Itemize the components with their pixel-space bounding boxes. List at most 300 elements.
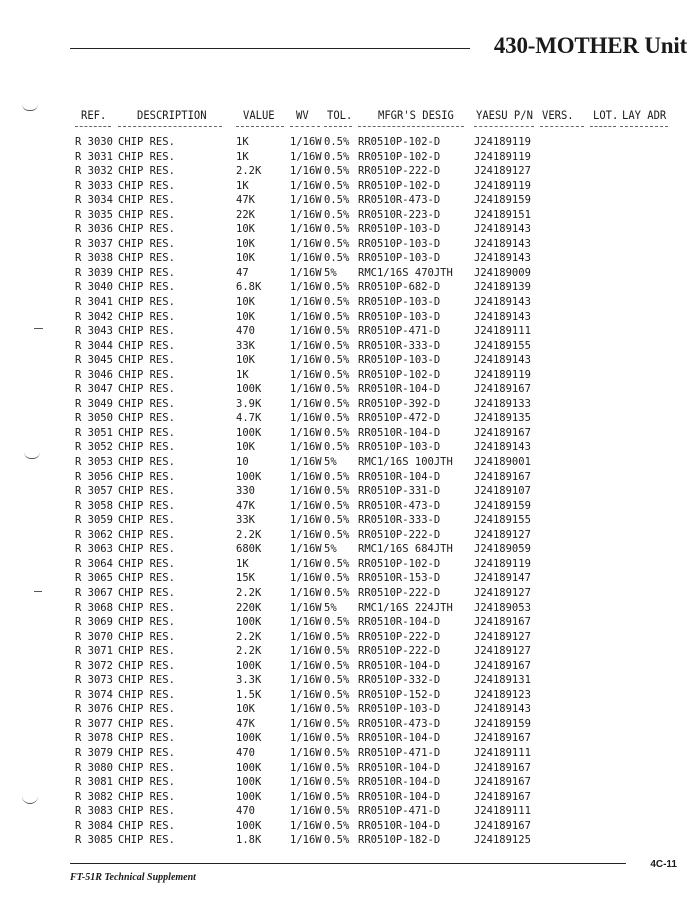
cell-wv: 1/16W <box>290 543 322 556</box>
cell-val: 1K <box>236 179 249 192</box>
cell-tol: 0.5% <box>324 630 350 643</box>
cell-ref: R 3043 <box>75 325 113 338</box>
cell-wv: 1/16W <box>290 296 322 309</box>
cell-wv: 1/16W <box>290 674 322 687</box>
cell-val: 100K <box>236 659 262 672</box>
cell-wv: 1/16W <box>290 252 322 265</box>
cell-tol: 0.5% <box>324 237 350 250</box>
cell-tol: 0.5% <box>324 485 350 498</box>
cell-desc: CHIP RES. <box>118 339 175 352</box>
table-row <box>0 339 695 354</box>
cell-val: 100K <box>236 761 262 774</box>
cell-desc: CHIP RES. <box>118 237 175 250</box>
cell-ref: R 3071 <box>75 645 113 658</box>
cell-ref: R 3077 <box>75 717 113 730</box>
table-row <box>0 528 695 543</box>
cell-wv: 1/16W <box>290 281 322 294</box>
cell-val: 2.2K <box>236 528 262 541</box>
cell-tol: 5% <box>324 266 337 279</box>
cell-yaesu: J24189119 <box>474 368 531 381</box>
cell-ref: R 3049 <box>75 397 113 410</box>
table-row <box>0 804 695 819</box>
cell-desc: CHIP RES. <box>118 659 175 672</box>
cell-tol: 0.5% <box>324 586 350 599</box>
cell-wv: 1/16W <box>290 426 322 439</box>
cell-ref: R 3084 <box>75 819 113 832</box>
cell-mfg: RR0510R-104-D <box>358 776 441 789</box>
cell-desc: CHIP RES. <box>118 456 175 469</box>
cell-tol: 0.5% <box>324 150 350 163</box>
cell-val: 100K <box>236 616 262 629</box>
cell-desc: CHIP RES. <box>118 426 175 439</box>
cell-tol: 0.5% <box>324 136 350 148</box>
cell-val: 1K <box>236 150 249 163</box>
cell-wv: 1/16W <box>290 397 322 410</box>
cell-wv: 1/16W <box>290 441 322 454</box>
column-header-description: DESCRIPTION <box>137 109 207 123</box>
cell-tol: 0.5% <box>324 732 350 745</box>
cell-tol: 0.5% <box>324 674 350 687</box>
column-header-wv: WV <box>296 109 309 123</box>
cell-ref: R 3046 <box>75 368 113 381</box>
cell-ref: R 3034 <box>75 194 113 207</box>
cell-val: 4.7K <box>236 412 262 425</box>
cell-desc: CHIP RES. <box>118 310 175 323</box>
cell-yaesu: J24189143 <box>474 310 531 323</box>
cell-wv: 1/16W <box>290 266 322 279</box>
cell-desc: CHIP RES. <box>118 412 175 425</box>
cell-mfg: RR0510R-473-D <box>358 499 441 512</box>
cell-mfg: RR0510P-182-D <box>358 834 441 847</box>
cell-yaesu: J24189159 <box>474 499 531 512</box>
cell-mfg: RR0510R-223-D <box>358 208 441 221</box>
cell-mfg: RR0510P-471-D <box>358 325 441 338</box>
cell-val: 2.2K <box>236 630 262 643</box>
cell-wv: 1/16W <box>290 834 322 847</box>
cell-mfg: RR0510P-392-D <box>358 397 441 410</box>
cell-desc: CHIP RES. <box>118 296 175 309</box>
cell-ref: R 3082 <box>75 790 113 803</box>
cell-yaesu: J24189053 <box>474 601 531 614</box>
cell-tol: 0.5% <box>324 426 350 439</box>
cell-yaesu: J24189167 <box>474 659 531 672</box>
cell-mfg: RMC1/16S 684JTH <box>358 543 453 556</box>
cell-yaesu: J24189131 <box>474 674 531 687</box>
cell-tol: 0.5% <box>324 819 350 832</box>
cell-desc: CHIP RES. <box>118 717 175 730</box>
cell-ref: R 3079 <box>75 746 113 759</box>
cell-mfg: RR0510R-333-D <box>358 514 441 527</box>
cell-wv: 1/16W <box>290 703 322 716</box>
table-row <box>0 761 695 776</box>
cell-ref: R 3081 <box>75 776 113 789</box>
cell-desc: CHIP RES. <box>118 397 175 410</box>
table-row <box>0 150 695 165</box>
cell-val: 3.3K <box>236 674 262 687</box>
cell-desc: CHIP RES. <box>118 732 175 745</box>
cell-wv: 1/16W <box>290 761 322 774</box>
cell-yaesu: J24189127 <box>474 645 531 658</box>
cell-ref: R 3035 <box>75 208 113 221</box>
cell-tol: 0.5% <box>324 281 350 294</box>
cell-val: 10K <box>236 354 255 367</box>
cell-yaesu: J24189143 <box>474 441 531 454</box>
cell-tol: 0.5% <box>324 354 350 367</box>
cell-yaesu: J24189111 <box>474 746 531 759</box>
cell-ref: R 3065 <box>75 572 113 585</box>
cell-val: 10K <box>236 296 255 309</box>
cell-yaesu: J24189167 <box>474 426 531 439</box>
cell-tol: 0.5% <box>324 383 350 396</box>
cell-mfg: RR0510P-471-D <box>358 805 441 818</box>
table-row <box>0 833 695 848</box>
cell-wv: 1/16W <box>290 150 322 163</box>
cell-val: 220K <box>236 601 262 614</box>
cell-yaesu: J24189133 <box>474 397 531 410</box>
table-header <box>0 109 695 124</box>
cell-desc: CHIP RES. <box>118 645 175 658</box>
cell-yaesu: J24189001 <box>474 456 531 469</box>
cell-ref: R 3039 <box>75 266 113 279</box>
cell-ref: R 3037 <box>75 237 113 250</box>
cell-tol: 0.5% <box>324 165 350 178</box>
cell-val: 22K <box>236 208 255 221</box>
cell-val: 2.2K <box>236 586 262 599</box>
cell-yaesu: J24189167 <box>474 732 531 745</box>
cell-tol: 0.5% <box>324 746 350 759</box>
cell-desc: CHIP RES. <box>118 514 175 527</box>
page-number: 4C-11 <box>650 859 677 870</box>
cell-mfg: RR0510R-333-D <box>358 339 441 352</box>
cell-mfg: RR0510P-222-D <box>358 165 441 178</box>
cell-yaesu: J24189135 <box>474 412 531 425</box>
cell-wv: 1/16W <box>290 179 322 192</box>
cell-yaesu: J24189123 <box>474 688 531 701</box>
table-row <box>0 222 695 237</box>
cell-mfg: RR0510R-104-D <box>358 383 441 396</box>
cell-yaesu: J24189147 <box>474 572 531 585</box>
table-row <box>0 702 695 717</box>
cell-tol: 0.5% <box>324 761 350 774</box>
cell-ref: R 3044 <box>75 339 113 352</box>
cell-yaesu: J24189155 <box>474 514 531 527</box>
cell-tol: 0.5% <box>324 223 350 236</box>
cell-tol: 0.5% <box>324 688 350 701</box>
cell-yaesu: J24189143 <box>474 223 531 236</box>
cell-desc: CHIP RES. <box>118 616 175 629</box>
table-row <box>0 615 695 630</box>
cell-mfg: RR0510P-102-D <box>358 368 441 381</box>
cell-wv: 1/16W <box>290 659 322 672</box>
cell-val: 100K <box>236 790 262 803</box>
cell-yaesu: J24189119 <box>474 136 531 148</box>
cell-val: 470 <box>236 325 255 338</box>
cell-mfg: RR0510R-104-D <box>358 819 441 832</box>
table-row <box>0 368 695 383</box>
cell-tol: 0.5% <box>324 805 350 818</box>
cell-tol: 5% <box>324 543 337 556</box>
cell-yaesu: J24189119 <box>474 557 531 570</box>
cell-desc: CHIP RES. <box>118 354 175 367</box>
cell-yaesu: J24189139 <box>474 281 531 294</box>
cell-yaesu: J24189059 <box>474 543 531 556</box>
cell-desc: CHIP RES. <box>118 470 175 483</box>
cell-tol: 0.5% <box>324 616 350 629</box>
column-header-ref: REF. <box>81 109 107 123</box>
cell-mfg: RR0510P-222-D <box>358 630 441 643</box>
cell-tol: 5% <box>324 456 337 469</box>
header-underline <box>0 124 695 130</box>
cell-desc: CHIP RES. <box>118 630 175 643</box>
cell-wv: 1/16W <box>290 688 322 701</box>
cell-mfg: RR0510R-104-D <box>358 659 441 672</box>
cell-mfg: RR0510R-104-D <box>358 470 441 483</box>
cell-yaesu: J24189159 <box>474 194 531 207</box>
cell-tol: 0.5% <box>324 296 350 309</box>
parts-table-body <box>0 135 695 848</box>
cell-val: 1.8K <box>236 834 262 847</box>
cell-val: 47K <box>236 194 255 207</box>
cell-mfg: RR0510P-103-D <box>358 296 441 309</box>
cell-ref: R 3030 <box>75 136 113 148</box>
cell-val: 470 <box>236 805 255 818</box>
table-row <box>0 775 695 790</box>
cell-yaesu: J24189127 <box>474 586 531 599</box>
table-row <box>0 586 695 601</box>
cell-desc: CHIP RES. <box>118 179 175 192</box>
cell-val: 47K <box>236 717 255 730</box>
cell-val: 1.5K <box>236 688 262 701</box>
cell-val: 100K <box>236 470 262 483</box>
cell-val: 10K <box>236 441 255 454</box>
cell-mfg: RR0510P-103-D <box>358 354 441 367</box>
cell-desc: CHIP RES. <box>118 572 175 585</box>
cell-ref: R 3083 <box>75 805 113 818</box>
cell-tol: 0.5% <box>324 397 350 410</box>
cell-tol: 0.5% <box>324 208 350 221</box>
cell-yaesu: J24189143 <box>474 237 531 250</box>
cell-ref: R 3045 <box>75 354 113 367</box>
cell-desc: CHIP RES. <box>118 819 175 832</box>
cell-tol: 0.5% <box>324 834 350 847</box>
table-row <box>0 397 695 412</box>
footer-publication: FT-51R Technical Supplement <box>70 872 196 883</box>
cell-wv: 1/16W <box>290 325 322 338</box>
column-header-tol: TOL. <box>327 109 353 123</box>
table-row <box>0 237 695 252</box>
cell-tol: 0.5% <box>324 194 350 207</box>
cell-val: 33K <box>236 514 255 527</box>
cell-desc: CHIP RES. <box>118 746 175 759</box>
cell-yaesu: J24189167 <box>474 383 531 396</box>
cell-desc: CHIP RES. <box>118 150 175 163</box>
cell-desc: CHIP RES. <box>118 601 175 614</box>
cell-tol: 0.5% <box>324 179 350 192</box>
table-row <box>0 208 695 223</box>
cell-wv: 1/16W <box>290 368 322 381</box>
cell-yaesu: J24189167 <box>474 790 531 803</box>
cell-mfg: RR0510P-103-D <box>358 703 441 716</box>
cell-ref: R 3040 <box>75 281 113 294</box>
cell-val: 47K <box>236 499 255 512</box>
cell-ref: R 3053 <box>75 456 113 469</box>
cell-yaesu: J24189127 <box>474 630 531 643</box>
cell-tol: 0.5% <box>324 339 350 352</box>
cell-wv: 1/16W <box>290 237 322 250</box>
cell-wv: 1/16W <box>290 514 322 527</box>
cell-tol: 0.5% <box>324 528 350 541</box>
cell-tol: 0.5% <box>324 252 350 265</box>
cell-desc: CHIP RES. <box>118 499 175 512</box>
cell-ref: R 3041 <box>75 296 113 309</box>
cell-val: 47 <box>236 266 249 279</box>
cell-val: 2.2K <box>236 165 262 178</box>
cell-yaesu: J24189143 <box>474 703 531 716</box>
cell-mfg: RR0510P-682-D <box>358 281 441 294</box>
cell-mfg: RR0510P-102-D <box>358 136 441 148</box>
table-row <box>0 499 695 514</box>
cell-ref: R 3073 <box>75 674 113 687</box>
cell-val: 100K <box>236 776 262 789</box>
cell-val: 1K <box>236 557 249 570</box>
table-row <box>0 324 695 339</box>
cell-mfg: RR0510R-473-D <box>358 717 441 730</box>
cell-wv: 1/16W <box>290 310 322 323</box>
cell-ref: R 3072 <box>75 659 113 672</box>
cell-ref: R 3047 <box>75 383 113 396</box>
column-header-lay-adr: LAY ADR <box>622 109 667 123</box>
cell-mfg: RR0510R-104-D <box>358 426 441 439</box>
column-header-yaesu-pn: YAESU P/N <box>476 109 533 123</box>
table-row <box>0 557 695 572</box>
cell-wv: 1/16W <box>290 194 322 207</box>
cell-mfg: RMC1/16S 470JTH <box>358 266 453 279</box>
cell-wv: 1/16W <box>290 805 322 818</box>
cell-tol: 0.5% <box>324 790 350 803</box>
cell-ref: R 3051 <box>75 426 113 439</box>
cell-val: 10K <box>236 223 255 236</box>
cell-val: 100K <box>236 383 262 396</box>
column-header-value: VALUE <box>243 109 275 123</box>
cell-yaesu: J24189111 <box>474 805 531 818</box>
cell-val: 330 <box>236 485 255 498</box>
cell-tol: 0.5% <box>324 776 350 789</box>
table-row <box>0 179 695 194</box>
cell-desc: CHIP RES. <box>118 586 175 599</box>
table-row <box>0 513 695 528</box>
cell-wv: 1/16W <box>290 456 322 469</box>
cell-ref: R 3067 <box>75 586 113 599</box>
cell-yaesu: J24189127 <box>474 528 531 541</box>
cell-yaesu: J24189143 <box>474 296 531 309</box>
cell-tol: 0.5% <box>324 325 350 338</box>
table-row <box>0 542 695 557</box>
cell-yaesu: J24189155 <box>474 339 531 352</box>
cell-desc: CHIP RES. <box>118 194 175 207</box>
table-row <box>0 673 695 688</box>
cell-mfg: RR0510P-102-D <box>358 150 441 163</box>
cell-yaesu: J24189151 <box>474 208 531 221</box>
cell-val: 10K <box>236 703 255 716</box>
cell-mfg: RR0510P-152-D <box>358 688 441 701</box>
cell-desc: CHIP RES. <box>118 281 175 294</box>
cell-desc: CHIP RES. <box>118 208 175 221</box>
cell-mfg: RR0510P-102-D <box>358 557 441 570</box>
cell-mfg: RR0510P-472-D <box>358 412 441 425</box>
cell-ref: R 3057 <box>75 485 113 498</box>
cell-tol: 0.5% <box>324 659 350 672</box>
cell-ref: R 3056 <box>75 470 113 483</box>
cell-mfg: RMC1/16S 100JTH <box>358 456 453 469</box>
cell-val: 470 <box>236 746 255 759</box>
table-row <box>0 717 695 732</box>
cell-desc: CHIP RES. <box>118 441 175 454</box>
cell-wv: 1/16W <box>290 586 322 599</box>
table-row <box>0 135 695 150</box>
table-row <box>0 251 695 266</box>
cell-mfg: RR0510P-103-D <box>358 310 441 323</box>
cell-desc: CHIP RES. <box>118 557 175 570</box>
cell-wv: 1/16W <box>290 354 322 367</box>
cell-tol: 0.5% <box>324 717 350 730</box>
cell-wv: 1/16W <box>290 383 322 396</box>
cell-wv: 1/16W <box>290 485 322 498</box>
cell-wv: 1/16W <box>290 732 322 745</box>
cell-tol: 0.5% <box>324 470 350 483</box>
cell-mfg: RR0510P-103-D <box>358 441 441 454</box>
cell-wv: 1/16W <box>290 819 322 832</box>
cell-tol: 0.5% <box>324 557 350 570</box>
cell-yaesu: J24189107 <box>474 485 531 498</box>
cell-tol: 0.5% <box>324 310 350 323</box>
cell-mfg: RR0510P-103-D <box>358 252 441 265</box>
cell-desc: CHIP RES. <box>118 165 175 178</box>
table-row <box>0 484 695 499</box>
cell-desc: CHIP RES. <box>118 761 175 774</box>
cell-ref: R 3063 <box>75 543 113 556</box>
cell-mfg: RR0510P-102-D <box>358 179 441 192</box>
cell-ref: R 3050 <box>75 412 113 425</box>
cell-yaesu: J24189167 <box>474 776 531 789</box>
footer-rule <box>70 863 626 864</box>
cell-mfg: RR0510R-153-D <box>358 572 441 585</box>
cell-yaesu: J24189009 <box>474 266 531 279</box>
cell-yaesu: J24189119 <box>474 150 531 163</box>
cell-val: 10K <box>236 237 255 250</box>
cell-wv: 1/16W <box>290 528 322 541</box>
cell-mfg: RR0510P-222-D <box>358 528 441 541</box>
cell-ref: R 3076 <box>75 703 113 716</box>
table-row <box>0 426 695 441</box>
cell-ref: R 3038 <box>75 252 113 265</box>
table-row <box>0 819 695 834</box>
cell-mfg: RR0510P-222-D <box>358 586 441 599</box>
cell-yaesu: J24189159 <box>474 717 531 730</box>
cell-ref: R 3059 <box>75 514 113 527</box>
cell-yaesu: J24189167 <box>474 761 531 774</box>
cell-mfg: RR0510R-104-D <box>358 616 441 629</box>
table-row <box>0 571 695 586</box>
cell-yaesu: J24189143 <box>474 354 531 367</box>
cell-mfg: RR0510P-103-D <box>358 223 441 236</box>
cell-desc: CHIP RES. <box>118 136 175 148</box>
cell-yaesu: J24189167 <box>474 616 531 629</box>
cell-mfg: RR0510R-104-D <box>358 732 441 745</box>
cell-tol: 0.5% <box>324 645 350 658</box>
table-row <box>0 310 695 325</box>
cell-mfg: RR0510P-471-D <box>358 746 441 759</box>
cell-val: 3.9K <box>236 397 262 410</box>
